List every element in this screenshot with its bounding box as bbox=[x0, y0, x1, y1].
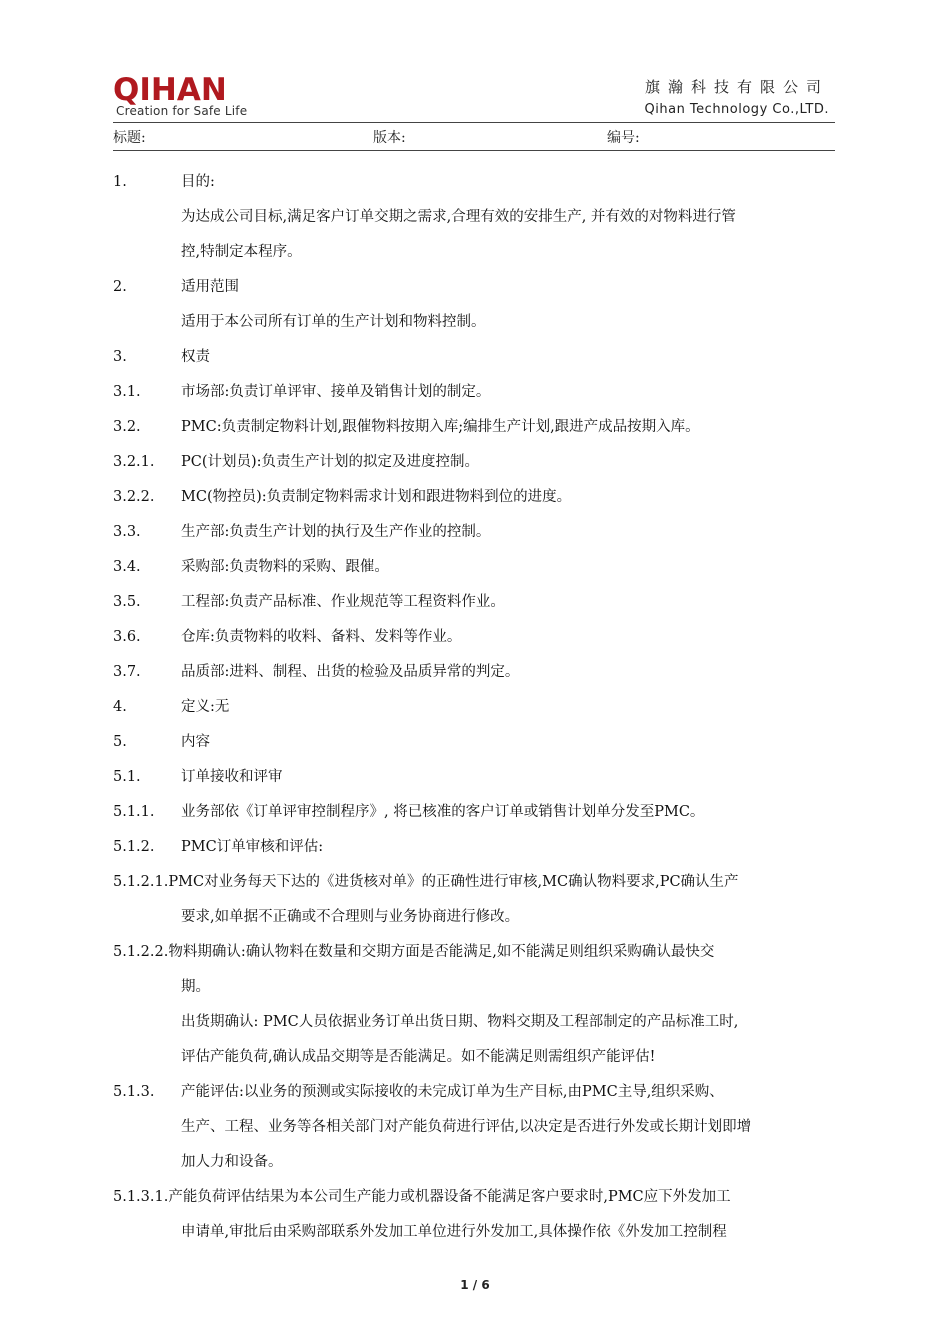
body-line-text: 为达成公司目标,满足客户订单交期之需求,合理有效的安排生产, 并有效的对物料进行管 bbox=[181, 209, 736, 225]
body-line-text: 采购部:负责物料的采购、跟催。 bbox=[181, 559, 389, 575]
body-line-text: 仓库:负责物料的收料、备料、发料等作业。 bbox=[181, 629, 462, 645]
section-number: 5.1. bbox=[113, 769, 141, 785]
body-line bbox=[113, 1180, 843, 1215]
body-line-text: 控,特制定本程序。 bbox=[181, 244, 302, 260]
document-body bbox=[113, 165, 843, 1250]
body-line-text: PMC:负责制定物料计划,跟催物料按期入库;编排生产计划,跟进产成品按期入库。 bbox=[181, 419, 700, 435]
body-line-text: 业务部依《订单评审控制程序》, 将已核准的客户订单或销售计划单分发至PMC。 bbox=[181, 804, 705, 820]
section-number: 5.1.1. bbox=[113, 804, 155, 820]
body-line bbox=[113, 305, 843, 340]
body-line bbox=[113, 375, 843, 410]
section-number: 3.2. bbox=[113, 419, 141, 435]
body-line bbox=[113, 865, 843, 900]
body-line bbox=[113, 1145, 843, 1180]
body-line bbox=[113, 270, 843, 305]
body-line-text: 生产、工程、业务等各相关部门对产能负荷进行评估,以决定是否进行外发或长期计划即增 bbox=[181, 1119, 752, 1135]
section-number: 3.2.1. bbox=[113, 454, 155, 470]
section-number: 3.2.2. bbox=[113, 489, 155, 505]
body-line-text: MC(物控员):负责制定物料需求计划和跟进物料到位的进度。 bbox=[181, 489, 572, 505]
section-number: 5. bbox=[113, 734, 127, 750]
company-name-chinese: 旗瀚科技有限公司 bbox=[644, 78, 829, 96]
body-line bbox=[113, 480, 843, 515]
body-line-text: 要求,如单据不正确或不合理则与业务协商进行修改。 bbox=[181, 909, 520, 925]
section-number: 5.1.3. bbox=[113, 1084, 155, 1100]
header-divider-top bbox=[113, 122, 835, 123]
body-line-text: 市场部:负责订单评审、接单及销售计划的制定。 bbox=[181, 384, 491, 400]
body-line bbox=[113, 200, 843, 235]
body-line bbox=[113, 620, 843, 655]
body-line-text: 5.1.2.2.物料期确认:确认物料在数量和交期方面是否能满足,如不能满足则组织采购确认最快交 bbox=[113, 944, 715, 960]
body-line-text: 5.1.3.1.产能负荷评估结果为本公司生产能力或机器设备不能满足客户要求时,PMC应下外发加工 bbox=[113, 1189, 731, 1205]
header-divider-bottom bbox=[113, 150, 835, 151]
section-number: 2. bbox=[113, 279, 127, 295]
body-line bbox=[113, 585, 843, 620]
body-line-text: 品质部:进料、制程、出货的检验及品质异常的判定。 bbox=[181, 664, 520, 680]
body-line bbox=[113, 1110, 843, 1145]
body-line bbox=[113, 970, 843, 1005]
body-line bbox=[113, 830, 843, 865]
section-number: 3.6. bbox=[113, 629, 141, 645]
body-line bbox=[113, 1005, 843, 1040]
section-number: 1. bbox=[113, 174, 127, 190]
body-line-text: 产能评估:以业务的预测或实际接收的未完成订单为生产目标,由PMC主导,组织采购、 bbox=[181, 1084, 724, 1100]
body-line bbox=[113, 795, 843, 830]
document-header bbox=[113, 70, 835, 122]
body-line-text: 目的: bbox=[181, 174, 215, 190]
body-line bbox=[113, 515, 843, 550]
body-line-text: PMC订单审核和评估: bbox=[181, 839, 324, 855]
body-line-text: 生产部:负责生产计划的执行及生产作业的控制。 bbox=[181, 524, 491, 540]
logo-slogan: Creation for Safe Life bbox=[116, 104, 248, 118]
body-line bbox=[113, 235, 843, 270]
section-number: 3.5. bbox=[113, 594, 141, 610]
company-name-english: Qihan Technology Co.,LTD. bbox=[644, 102, 829, 117]
section-number: 3.7. bbox=[113, 664, 141, 680]
body-line-text: 工程部:负责产品标准、作业规范等工程资料作业。 bbox=[181, 594, 505, 610]
body-line bbox=[113, 340, 843, 375]
body-line bbox=[113, 1075, 843, 1110]
body-line-text: 申请单,审批后由采购部联系外发加工单位进行外发加工,具体操作依《外发加工控制程 bbox=[181, 1224, 727, 1240]
version-label: 版本: bbox=[373, 130, 406, 146]
section-number: 4. bbox=[113, 699, 127, 715]
body-line bbox=[113, 445, 843, 480]
page-number: 1 / 6 bbox=[460, 1278, 490, 1292]
body-line bbox=[113, 725, 843, 760]
body-line bbox=[113, 655, 843, 690]
body-line bbox=[113, 760, 843, 795]
logo-wordmark: QIHAN bbox=[113, 72, 227, 108]
body-line bbox=[113, 165, 843, 200]
section-number: 3. bbox=[113, 349, 127, 365]
body-line bbox=[113, 550, 843, 585]
body-line-text: 加人力和设备。 bbox=[181, 1154, 283, 1170]
company-logo bbox=[113, 72, 263, 121]
body-line-text: 适用范围 bbox=[181, 279, 239, 295]
body-line bbox=[113, 410, 843, 445]
title-label: 标题: bbox=[113, 130, 146, 146]
body-line bbox=[113, 1040, 843, 1075]
body-line-text: 5.1.2.1.PMC对业务每天下达的《进货核对单》的正确性进行审核,MC确认物料要求,PC确认生产 bbox=[113, 874, 739, 890]
body-line-text: 出货期确认: PMC人员依据业务订单出货日期、物料交期及工程部制定的产品标准工时, bbox=[181, 1014, 739, 1030]
section-number: 3.4. bbox=[113, 559, 141, 575]
body-line bbox=[113, 1215, 843, 1250]
body-line-text: PC(计划员):负责生产计划的拟定及进度控制。 bbox=[181, 454, 480, 470]
body-line bbox=[113, 690, 843, 725]
body-line-text: 适用于本公司所有订单的生产计划和物料控制。 bbox=[181, 314, 486, 330]
section-number: 3.3. bbox=[113, 524, 141, 540]
body-line-text: 期。 bbox=[181, 979, 210, 995]
body-line-text: 内容 bbox=[181, 734, 210, 750]
body-line-text: 订单接收和评审 bbox=[181, 769, 283, 785]
body-line-text: 评估产能负荷,确认成品交期等是否能满足。如不能满足则需组织产能评估! bbox=[181, 1049, 656, 1065]
section-number: 3.1. bbox=[113, 384, 141, 400]
body-line bbox=[113, 900, 843, 935]
body-line-text: 权责 bbox=[181, 349, 210, 365]
number-label: 编号: bbox=[607, 130, 640, 146]
section-number: 5.1.2. bbox=[113, 839, 155, 855]
body-line-text: 定义:无 bbox=[181, 699, 230, 715]
body-line bbox=[113, 935, 843, 970]
